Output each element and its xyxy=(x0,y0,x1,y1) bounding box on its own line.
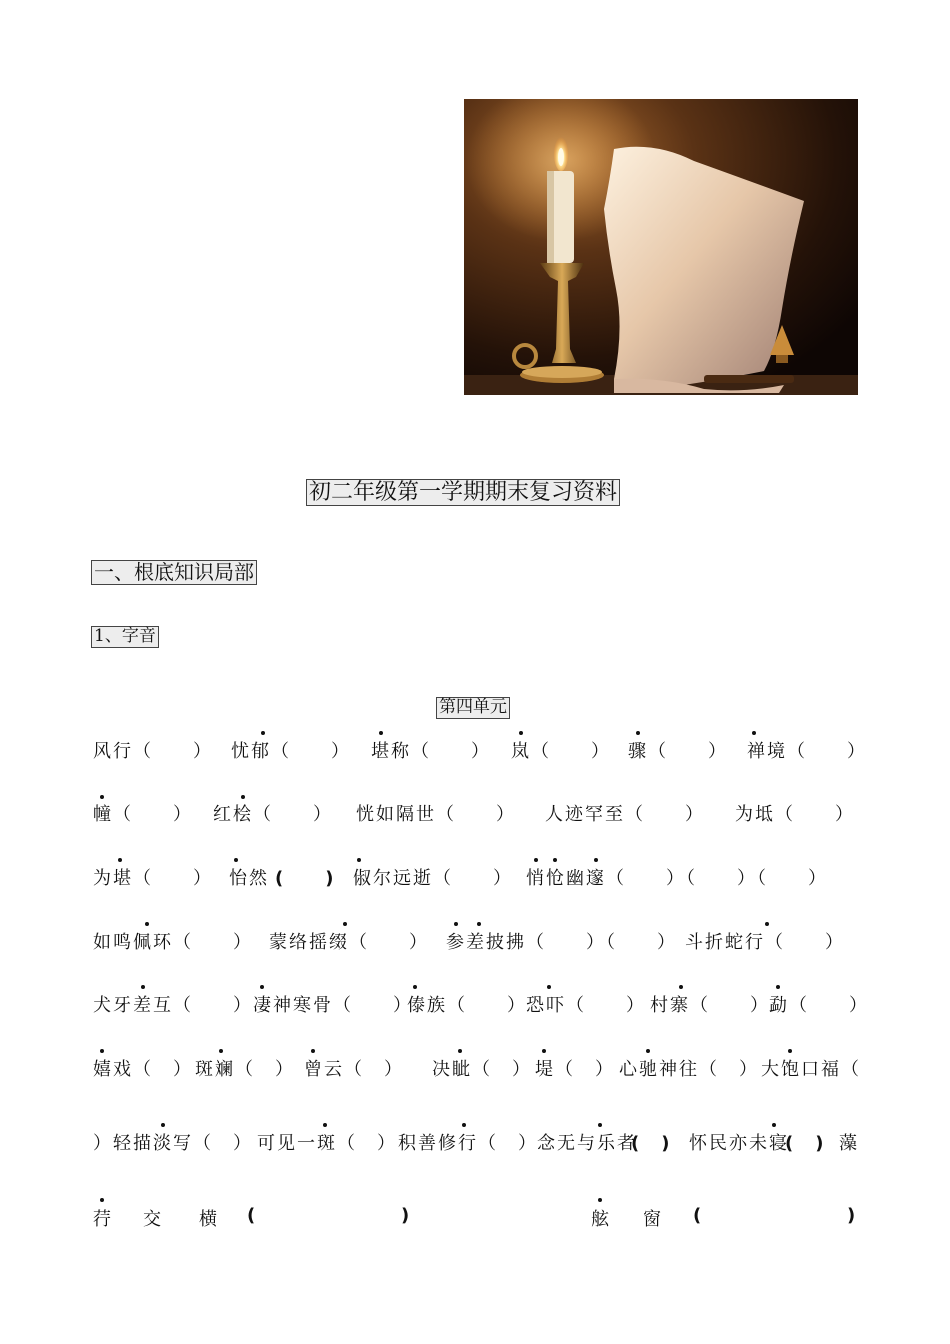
exercise-item: 积善修行（ ） xyxy=(398,1133,538,1154)
emphasis-dot xyxy=(141,985,145,989)
exercise-item: ( xyxy=(247,1205,258,1226)
emphasis-dot xyxy=(323,1123,327,1127)
exercise-item: 大饱口福（ xyxy=(761,1059,861,1080)
exercise-line-4 xyxy=(93,928,859,956)
emphasis-dot xyxy=(379,731,383,735)
emphasis-dot xyxy=(357,858,361,862)
emphasis-dot xyxy=(534,858,538,862)
exercise-item: 堤（ ） xyxy=(535,1059,615,1080)
exercise-item: 怡然 xyxy=(229,868,269,889)
exercise-item: 为坻（ ） xyxy=(735,804,855,825)
exercise-item: 交 xyxy=(143,1209,163,1230)
exercise-line-7 xyxy=(93,1129,859,1157)
candle-parchment-photo xyxy=(464,99,858,395)
section-heading: 一、根底知识局部 xyxy=(91,560,257,585)
emphasis-dot xyxy=(261,731,265,735)
emphasis-dot xyxy=(598,1123,602,1127)
exercise-item: ) xyxy=(401,1205,412,1226)
emphasis-dot xyxy=(646,1049,650,1053)
exercise-line-5 xyxy=(93,991,869,1019)
exercise-item: 凄神寒骨（ ） xyxy=(253,995,413,1016)
emphasis-dot xyxy=(118,858,122,862)
exercise-item: 曾云（ ） xyxy=(304,1059,404,1080)
exercise-item: 嬉戏（ ） xyxy=(93,1059,193,1080)
exercise-line-6 xyxy=(93,1055,859,1083)
emphasis-dot xyxy=(477,922,481,926)
emphasis-dot xyxy=(547,985,551,989)
exercise-item: ( ) xyxy=(631,1133,672,1154)
exercise-item: 参差披拂（ ）（ ） xyxy=(446,932,677,953)
exercise-item: 如鸣佩环（ ） xyxy=(93,932,253,953)
exercise-item: 俶尔远逝（ ） xyxy=(353,868,513,889)
exercise-item: 斗折蛇行（ ） xyxy=(685,932,845,953)
exercise-item: 堪称（ ） xyxy=(371,741,491,762)
emphasis-dot xyxy=(542,1049,546,1053)
emphasis-dot xyxy=(462,1123,466,1127)
emphasis-dot xyxy=(413,985,417,989)
emphasis-dot xyxy=(260,985,264,989)
emphasis-dot xyxy=(219,1049,223,1053)
exercise-item: 横 xyxy=(199,1209,219,1230)
emphasis-dot xyxy=(311,1049,315,1053)
emphasis-dot xyxy=(234,858,238,862)
exercise-item: 幢（ ） xyxy=(93,804,193,825)
exercise-item: 悄怆幽邃（ ）（ ）（ ） xyxy=(526,868,828,889)
exercise-item: 决眦（ ） xyxy=(432,1059,532,1080)
emphasis-dot xyxy=(752,731,756,735)
exercise-item: ( ) xyxy=(785,1133,826,1154)
emphasis-dot xyxy=(776,985,780,989)
exercise-item: ) xyxy=(847,1205,858,1226)
emphasis-dot xyxy=(343,922,347,926)
emphasis-dot xyxy=(454,922,458,926)
exercise-item: 红桧（ ） xyxy=(213,804,333,825)
emphasis-dot xyxy=(241,795,245,799)
exercise-line-8 xyxy=(93,1205,859,1233)
exercise-item: 斑斓（ ） xyxy=(195,1059,295,1080)
exercise-item: 舷 xyxy=(591,1209,611,1230)
subsection-heading: 1、字音 xyxy=(91,626,159,648)
exercise-item: 勐（ ） xyxy=(769,995,869,1016)
emphasis-dot xyxy=(161,1123,165,1127)
emphasis-dot xyxy=(519,731,523,735)
exercise-item: 藻 xyxy=(839,1133,859,1154)
exercise-item: 骤（ ） xyxy=(628,741,728,762)
exercise-item: 傣族（ ） xyxy=(407,995,527,1016)
exercise-item: 恍如隔世（ ） xyxy=(356,804,516,825)
exercise-line-2 xyxy=(93,800,859,828)
emphasis-dot xyxy=(100,795,104,799)
emphasis-dot xyxy=(458,1049,462,1053)
exercise-item: 怀民亦未寝 xyxy=(689,1133,789,1154)
emphasis-dot xyxy=(788,1049,792,1053)
exercise-item: 禅境（ ） xyxy=(747,741,867,762)
exercise-item: 岚（ ） xyxy=(511,741,611,762)
emphasis-dot xyxy=(636,731,640,735)
exercise-item: ( ) xyxy=(275,868,336,889)
exercise-item: 村寨（ ） xyxy=(650,995,770,1016)
exercise-item: 心驰神往（ ） xyxy=(619,1059,759,1080)
exercise-item: 可见一斑（ ） xyxy=(257,1133,397,1154)
exercise-line-1 xyxy=(93,737,867,765)
exercise-item: 蒙络摇缀（ ） xyxy=(269,932,429,953)
emphasis-dot xyxy=(594,858,598,862)
emphasis-dot xyxy=(100,1198,104,1202)
exercise-item: 恐吓（ ） xyxy=(526,995,646,1016)
exercise-item: 忧郁（ ） xyxy=(231,741,351,762)
document-title: 初二年级第一学期期末复习资料 xyxy=(306,479,620,506)
exercise-item: 人迹罕至（ ） xyxy=(545,804,705,825)
emphasis-dot xyxy=(145,922,149,926)
exercise-item: ）轻描淡写（ ） xyxy=(93,1133,253,1154)
emphasis-dot xyxy=(679,985,683,989)
emphasis-dot xyxy=(100,1049,104,1053)
emphasis-dot xyxy=(765,922,769,926)
exercise-item: 为堪（ ） xyxy=(93,868,213,889)
exercise-line-3 xyxy=(93,864,859,892)
emphasis-dot xyxy=(553,858,557,862)
exercise-item: 犬牙差互（ ） xyxy=(93,995,253,1016)
exercise-item: 荇 xyxy=(93,1209,113,1230)
unit-label: 第四单元 xyxy=(436,697,510,719)
exercise-item: 风行（ ） xyxy=(93,741,213,762)
exercise-item: 念无与乐者 xyxy=(537,1133,637,1154)
exercise-item: 窗 xyxy=(643,1209,663,1230)
exercise-item: ( xyxy=(693,1205,704,1226)
emphasis-dot xyxy=(598,1198,602,1202)
emphasis-dot xyxy=(772,1123,776,1127)
